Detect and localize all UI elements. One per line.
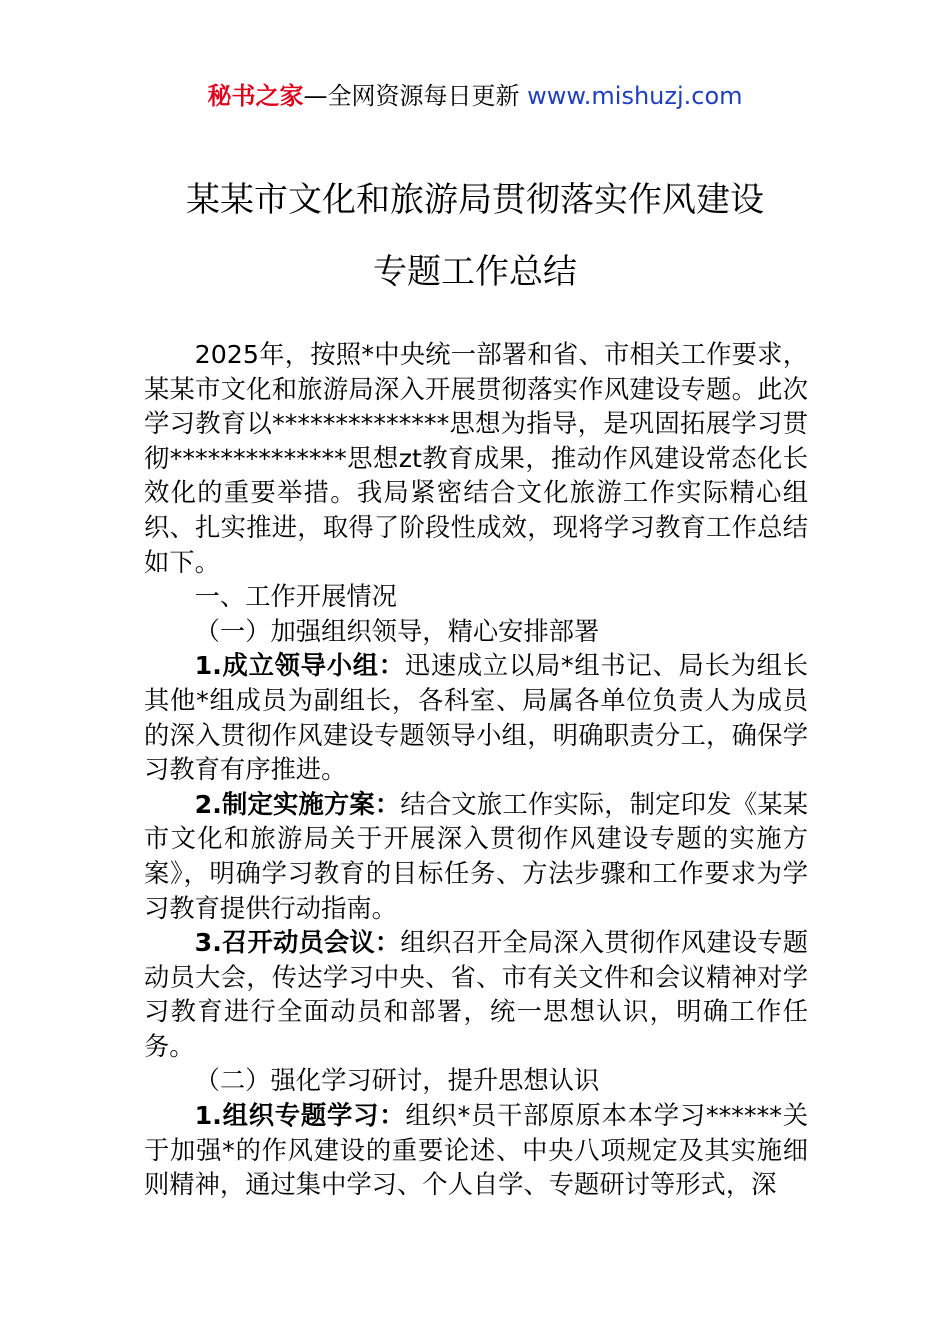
document-title-line-1: 某某市文化和旅游局贯彻落实作风建设 xyxy=(186,180,764,220)
section-heading: 一、工作开展情况 xyxy=(194,582,397,612)
item-lead: 3.召开动员会议： xyxy=(194,928,401,958)
item-lead: 1.组织专题学习： xyxy=(194,1101,406,1131)
document-body xyxy=(144,338,808,1203)
site-brand: 秘书之家 xyxy=(207,82,304,110)
list-item xyxy=(144,926,808,1064)
subsection-heading: （二）强化学习研讨，提升思想认识 xyxy=(194,1066,600,1096)
item-text: 组织召开全局深入贯彻作风建设专题动员大会，传达学习中央、省、市有关文件和会议精神对学习教育进行全面动员和部署，统一思想认识，明确工作任务。 xyxy=(144,928,808,1061)
list-item xyxy=(144,1099,808,1203)
item-text: 结合文旅工作实际，制定印发《某某市文化和旅游局关于开展深入贯彻作风建设专题的实施方案》，明确学习教育的目标任务、方法步骤和工作要求为学习教育提供行动指南。 xyxy=(144,789,808,923)
site-tagline: —全网资源每日更新 xyxy=(303,82,528,110)
site-header xyxy=(0,80,950,112)
list-item xyxy=(144,649,808,787)
intro-paragraph: 2025年，按照*中央统一部署和省、市相关工作要求，某某市文化和旅游局深入开展贯彻落实作风建设专题。此次学习教育以**************思想为指导，是巩固拓展学习贯彻**************思想zt教育成果，推动作风建设常态化长效化的重要举措。我局紧密结合文化旅游工作实际精心组织、扎实推进，取得了阶段性成效，现将学习教育工作总结如下。 xyxy=(144,340,808,577)
item-lead: 2.制定实施方案： xyxy=(194,789,401,819)
subsection-heading: （一）加强组织领导，精心安排部署 xyxy=(194,616,600,646)
document-title-line-2: 专题工作总结 xyxy=(373,252,577,292)
item-text: 组织*员干部原原本本学习******关于加强*的作风建设的重要论述、中央八项规定及其实施细则精神，通过集中学习、个人自学、专题研讨等形式，深 xyxy=(144,1101,809,1200)
item-text: 迅速成立以局*组书记、局长为组长其他*组成员为副组长，各科室、局属各单位负责人为成员的深入贯彻作风建设专题领导小组，明确职责分工，确保学习教育有序推进。 xyxy=(144,651,808,785)
list-item xyxy=(144,788,808,926)
item-lead: 1.成立领导小组： xyxy=(194,651,405,681)
site-url-link[interactable]: www.mishuzj.com xyxy=(527,82,743,110)
